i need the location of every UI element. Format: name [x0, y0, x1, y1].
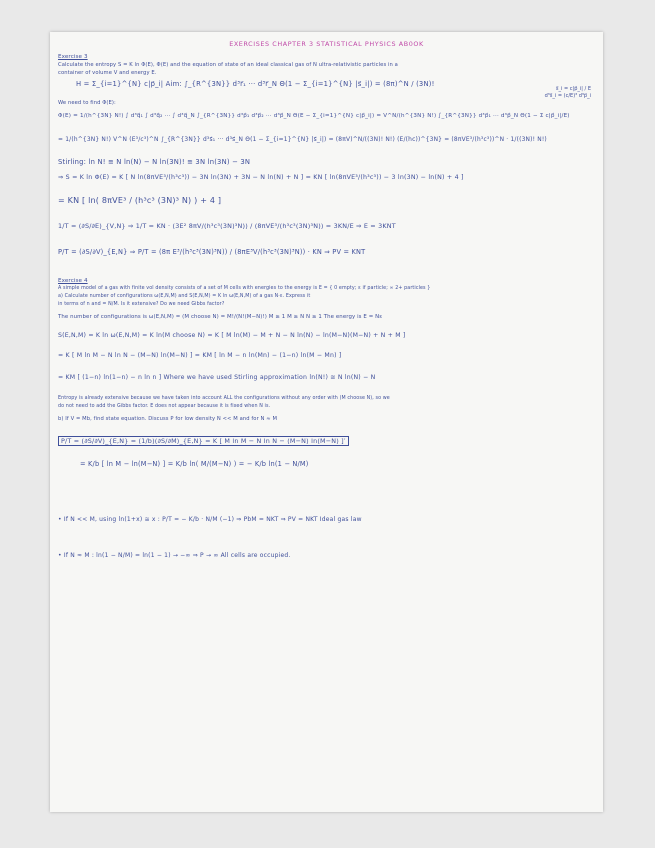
low-density-limit: • If N << M, using ln(1+x) ≅ x : P/T = − K/b · N/M (−1) ⇒ PbM = NKT ⇒ PV = NKT Ideal gas law — [58, 516, 362, 523]
entropy-equation-line1: ⇒ S = K ln Φ(E) = K [ N ln(8πVE³/(h³c³)) − 3N ln(3N) + 3N − N ln(N) + N ] = KN [ ln(8πVE³/(h³c³)) − 3 ln(3N) − ln(N) + 4 ] — [58, 174, 464, 181]
notebook-page — [50, 32, 603, 812]
entropy-equation-line2: = KN [ ln( 8πVE³ / (h³c³ (3N)³ N) ) + 4 ] — [58, 196, 222, 205]
exercise-4-intro-line2: a) Calculate number of configurations ω(E,N,M) and S(E,N,M) = K ln ω(E,N,M) of a gas N·ε. Express it — [58, 294, 311, 299]
temperature-equation: 1/T = (∂S/∂E)_{V,N} ⇒ 1/T = KN · (3E² 8πV/(h³c³(3N)³N)) / (8πVE³/(h³c³(3N)³N)) = 3KN/E ⇒ E = 3KNT — [58, 222, 396, 230]
phi-equation-line2: = 1/(h^{3N} N!) V^N (E³/c³)^N ∫_{R^{3N}} d³s⃗₁ ··· d³s⃗_N Θ(1 − Σ_{i=1}^{N} |s⃗_i|) = (8πV)^N/((3N)! N!) (E/(hc))^{3N} = (8πVE³/(h³c³))^N · 1/((3N)! N!) — [58, 137, 547, 143]
state-equation-line1 — [58, 436, 595, 446]
exercise-4-intro-line1: A simple model of a gas with finite vol density consists of a set of M cells with energies to the energy is E = { 0 empty; ε if particle; ∞ 2+ particles } — [58, 286, 431, 291]
extensive-note-line1: Entropy is already extensive because we have taken into account ALL the configurations without any order with (M choose N), so we — [58, 396, 390, 401]
ex4-entropy-line3: = KM [ (1−n) ln(1−n) − n ln n ] Where we have used Stirling approximation ln(N!) ≅ N ln(N) − N — [58, 374, 376, 381]
state-equation-box: P/T = (∂S/∂V)_{E,N} = (1/b)(∂S/∂M)_{E,N} = K [ M ln M − N ln N − (M−N) ln(M−N) ]′ — [58, 436, 349, 446]
extensive-note-line2: do not need to add the Gibbs factor. E does not appear because it is fixed when N is. — [58, 404, 271, 409]
exercise-3-intro-line1: Calculate the entropy S = K ln Φ(E), Φ(E) and the equation of state of an ideal classical gas of N ultra-relativistic particles in a — [58, 62, 398, 68]
exercise-4-intro-line3: in terms of n and = N/M. Is it extensive? Do we need Gibbs factor? — [58, 302, 225, 307]
exercise-3-heading: Exercise 3 — [58, 54, 88, 60]
exercise-4-heading: Exercise 4 — [58, 278, 88, 284]
pressure-equation: P/T = (∂S/∂V)_{E,N} ⇒ P/T = (8π E³/(h³c³(3N)³N)) / (8πE³V/(h³c³(3N)³N)) · KN ⇒ PV = KNT — [58, 248, 366, 256]
ex4-entropy-line2: = K [ M ln M − N ln N − (M−N) ln(M−N) ] = KM [ ln M − n ln(Mn) − (1−n) ln(M − Mn) ] — [58, 352, 342, 359]
phi-equation-line1: Φ(E) = 1/(h^{3N} N!) ∫ d³q⃗₁ ∫ d³q⃗₂ ··· ∫ d³q⃗_N ∫_{R^{3N}} d³p⃗₁ d³p⃗₂ ··· d³p⃗_N Θ(E − Σ_{i=1}^{N} c|p⃗_i|) = V^N/(h^{3N} N!) ∫_{R^{3N}} d³p⃗₁ ··· d³p⃗_N Θ(1 − Σ c|p⃗_i|/E) — [58, 113, 570, 119]
page-title: EXERCISES CHAPTER 3 STATISTICAL PHYSICS AB0OK — [229, 40, 424, 48]
ex4-entropy-line1: S(E,N,M) = K ln ω(E,N,M) = K ln(M choose N) = K [ M ln(M) − M + N − N ln(N) − ln(M−N)(M−N) + N + M ] — [58, 332, 406, 339]
substitution-note-line2: d³s⃗_i = (c/E)³ d³p⃗_i — [544, 93, 591, 99]
high-density-limit: • If N ≈ M : ln(1 − N/M) = ln(1 − 1) → −∞ ⇒ P → ∞ All cells are occupied. — [58, 552, 291, 559]
stirling-formula: Stirling: ln N! ≅ N ln(N) − N ln(3N)! ≅ 3N ln(3N) − 3N — [58, 158, 251, 166]
exercise-3-intro-line2: container of volume V and energy E. — [58, 70, 157, 76]
need-phi-text: We need to find Φ(E): — [58, 100, 116, 106]
substitution-note-line1: s⃗_i = c|p⃗_i| / E — [555, 86, 591, 92]
substitution-note — [545, 86, 591, 100]
state-equation-line2: = K/b [ ln M − ln(M−N) ] = K/b ln( M/(M−N) ) = − K/b ln(1 − N/M) — [80, 460, 309, 468]
part-b-question: b) If V = Mb, find state equation. Discuss P for low density N << M and for N ≈ M — [58, 416, 278, 422]
configuration-count: The number of configurations is ω(E,N,M) = (M choose N) = M!/(N!(M−N)!) M ≥ 1 M ≥ N N ≥ 1 The energy is E = Nε — [58, 314, 383, 320]
hamiltonian-equation: H = Σ_{i=1}^{N} c|p⃗_i| Aim: ∫_{R^{3N}} d³r⃗₁ ··· d³r⃗_N Θ(1 − Σ_{i=1}^{N} |s⃗_i|) = (8π)^N / (3N)! — [76, 80, 435, 88]
